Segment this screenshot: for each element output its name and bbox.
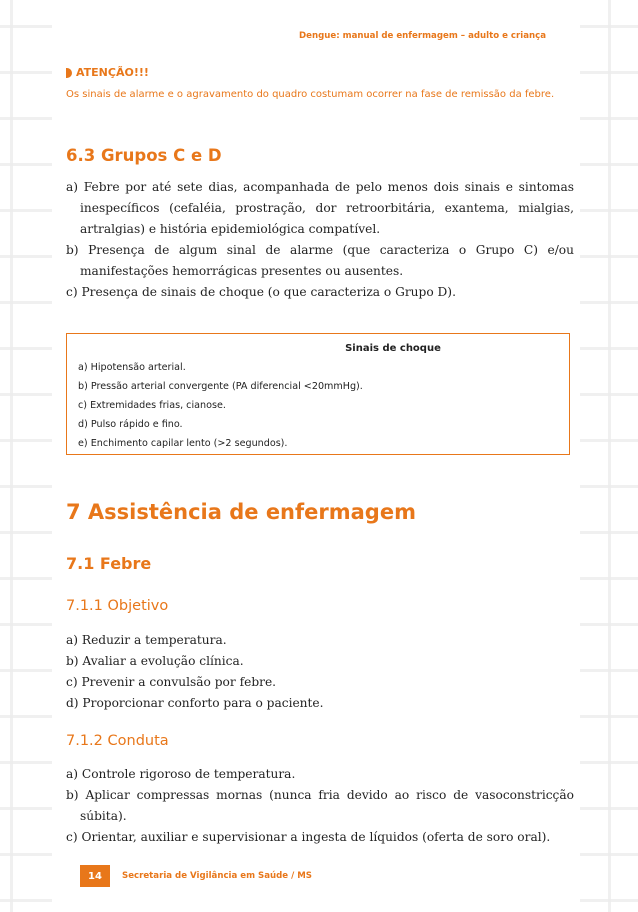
list-item: b) Aplicar compressas mornas (nunca fria devido ao risco de vasoconstricção súbita). xyxy=(66,788,574,823)
list-item: d) Pulso rápido e fino. xyxy=(78,419,183,430)
list-item: b) Avaliar a evolução clínica. xyxy=(66,654,244,668)
attention-heading xyxy=(66,66,149,79)
list-item: a) Hipotensão arterial. xyxy=(78,362,186,373)
shock-signs-list xyxy=(78,358,363,453)
section-7-1-2-list xyxy=(66,764,574,848)
list-item: a) Controle rigoroso de temperatura. xyxy=(66,767,296,781)
list-item: b) Presença de algum sinal de alarme (que caracteriza o Grupo C) e/ou manifestações hemorrágicas presentes ou ausentes. xyxy=(66,243,574,278)
section-7-1-title: 7.1 Febre xyxy=(66,554,152,573)
list-item: c) Presença de sinais de choque (o que caracteriza o Grupo D). xyxy=(66,285,456,299)
list-item: d) Proporcionar conforto para o paciente. xyxy=(66,696,324,710)
page-number: 14 xyxy=(80,865,110,887)
list-item: c) Extremidades frias, cianose. xyxy=(78,400,226,411)
footer-text: Secretaria de Vigilância em Saúde / MS xyxy=(122,871,312,881)
shock-signs-box xyxy=(66,333,570,455)
list-item: e) Enchimento capilar lento (>2 segundos). xyxy=(78,438,288,449)
section-7-1-1-list xyxy=(66,630,574,714)
list-item: c) Orientar, auxiliar e supervisionar a ingesta de líquidos (oferta de soro oral). xyxy=(66,830,551,844)
list-item: a) Febre por até sete dias, acompanhada de pelo menos dois sinais e sintomas inespecíficos (cefaléia, prostração, dor retroorbitária, exantema, mialgias, artralgias) e história epidemiológica compatível. xyxy=(66,180,574,236)
running-header: Dengue: manual de enfermagem – adulto e criança xyxy=(299,31,546,41)
chapter-7-title: 7 Assistência de enfermagem xyxy=(66,500,416,524)
half-circle-icon xyxy=(66,68,72,78)
section-6-3-list xyxy=(66,177,574,303)
section-7-1-1-title: 7.1.1 Objetivo xyxy=(66,598,169,614)
shock-box-title: Sinais de choque xyxy=(345,343,441,354)
section-6-3-title: 6.3 Grupos C e D xyxy=(66,146,222,165)
list-item: c) Prevenir a convulsão por febre. xyxy=(66,675,277,689)
attention-label: ATENÇÃO!!! xyxy=(76,66,149,79)
list-item: a) Reduzir a temperatura. xyxy=(66,633,227,647)
list-item: b) Pressão arterial convergente (PA diferencial <20mmHg). xyxy=(78,381,363,392)
attention-text: Os sinais de alarme e o agravamento do quadro costumam ocorrer na fase de remissão da febre. xyxy=(66,89,555,100)
section-7-1-2-title: 7.1.2 Conduta xyxy=(66,733,169,749)
page-footer xyxy=(80,865,312,887)
